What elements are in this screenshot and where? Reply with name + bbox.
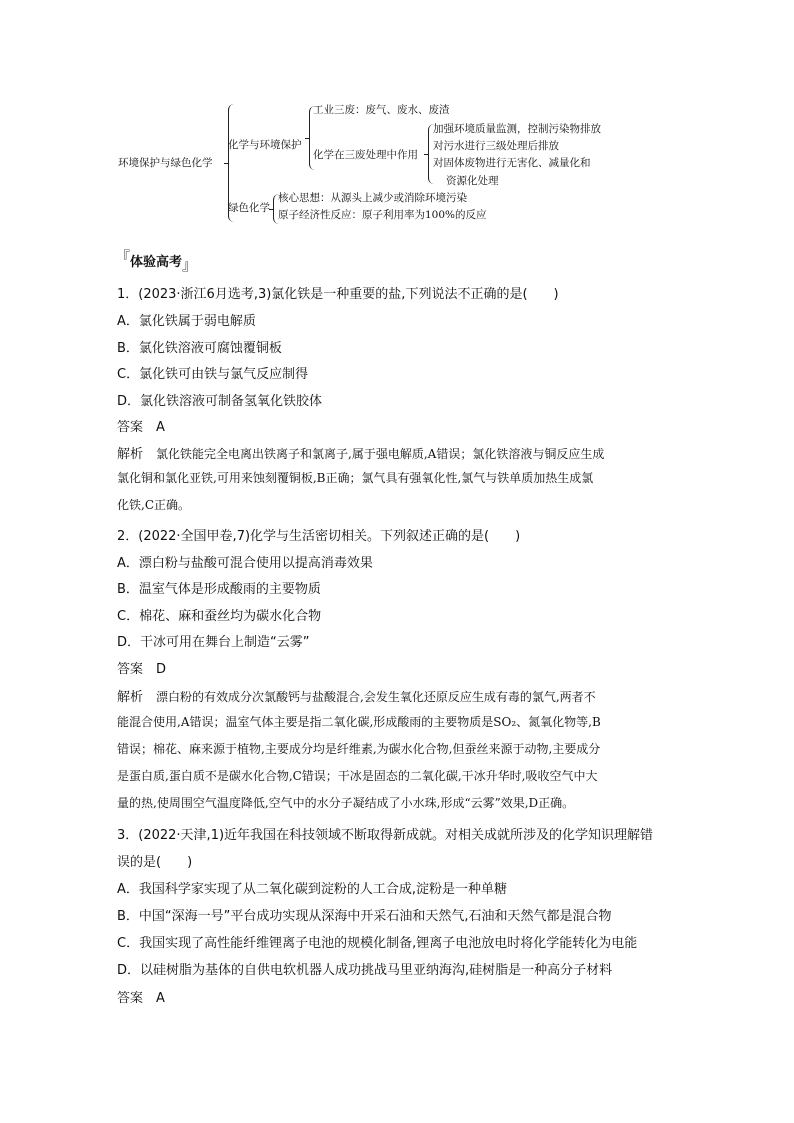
option: A．氯化铁属于弱电解质 [117,314,256,329]
answer-value: D [156,662,167,677]
option: A．漂白粉与盐酸可混合使用以提高消毒效果 [117,556,373,571]
option: C．我国实现了高性能纤维锂离子电池的规模化制备,锂离子电池放电时将化学能转化为电能 [117,936,638,951]
explanation-line: 化铁,C正确。 [117,498,190,512]
answer-label: 答案 [117,420,144,435]
option: B．温室气体是形成酸雨的主要物质 [117,582,321,597]
tree-treatment-item: 加强环境质量监测，控制污染物排放 [433,123,601,135]
answer [117,987,165,1006]
question-stem: 误的是( ) [117,855,193,870]
option: B．氯化铁溶液可腐蚀覆铜板 [117,341,282,356]
explanation-label: 解析 [117,690,144,705]
tree-branch-env: 化学与环境保护 [228,139,302,151]
explanation-line: 量的热,使周围空气温度降低,空气中的水分子凝结成了小水珠,形成“云雾”效果,D正确。 [117,796,575,810]
tree-green-item: 核心思想：从源头上减少或消除环境污染 [278,192,467,204]
explanation-text: 漂白粉的有效成分次氯酸钙与盐酸混合,会发生氧化还原反应生成有毒的氯气,两者不 [156,690,596,704]
option: D．以硅树脂为基体的自供电软机器人成功挑战马里亚纳海沟,硅树脂是一种高分子材料 [117,963,613,978]
option: B．中国“深海一号”平台成功实现从深海中开采石油和天然气,石油和天然气都是混合物 [117,909,612,924]
corner-bracket-icon: 『 [115,248,131,266]
tree-treatment-item: 对污水进行三级处理后排放 [433,140,559,152]
option: C．棉花、麻和蚕丝均为碳水化合物 [117,609,322,624]
answer [117,416,165,435]
tree-branch-green: 绿色化学 [228,202,270,214]
answer-value: A [156,420,165,435]
tree-green-item: 原子经济性反应：原子利用率为100%的反应 [278,209,487,221]
question-stem: 2．(2022·全国甲卷,7)化学与生活密切相关。下列叙述正确的是( ) [117,529,521,544]
tree-treatment-role: 化学在三废处理中作用 [313,149,418,161]
corner-bracket-icon: 』 [182,256,198,274]
option: D．干冰可用在舞台上制造“云雾” [117,635,310,650]
explanation-line: 错误；棉花、麻来源于植物,主要成分均是纤维素,为碳水化合物,但蚕丝来源于动物,主要成分 [117,742,601,756]
tree-treatment-item: 对固体废物进行无害化、减量化和 [433,157,591,169]
explanation-line: 是蛋白质,蛋白质不是碳水化合物,C错误；干冰是固态的二氧化碳,干冰升华时,吸收空气中大 [117,769,598,783]
explanation-line [117,443,604,462]
answer-label: 答案 [117,991,144,1006]
option: D．氯化铁溶液可制备氢氧化铁胶体 [117,394,323,409]
explanation-line: 氯化铜和氯化亚铁,可用来蚀刻覆铜板,B正确；氯气具有强氧化性,氯气与铁单质加热生成氯 [117,471,594,485]
answer-label: 答案 [117,662,144,677]
question-stem: 1．(2023·浙江6月选考,3)氯化铁是一种重要的盐,下列说法不正确的是( ) [117,287,559,302]
explanation-text: 氯化铁能完全电离出铁离子和氯离子,属于强电解质,A错误；氯化铁溶液与铜反应生成 [156,447,605,461]
tree-treatment-item: 资源化处理 [446,175,499,187]
question-stem: 3．(2022·天津,1)近年我国在科技领域不断取得新成就。对相关成就所涉及的化学知识理解错 [117,828,654,843]
tree-root: 环境保护与绿色化学 [118,157,213,169]
option: C．氯化铁可由铁与氯气反应制得 [117,367,309,382]
option: A．我国科学家实现了从二氧化碳到淀粉的人工合成,淀粉是一种单糖 [117,882,508,897]
section-title-text: 体验高考 [130,255,183,270]
section-title [115,248,198,274]
answer [117,658,166,677]
explanation-line [117,686,596,705]
tree-three-wastes: 工业三废：废气、废水、废渣 [313,104,450,116]
explanation-label: 解析 [117,447,144,462]
explanation-line: 能混合使用,A错误；温室气体主要是指二氧化碳,形成酸雨的主要物质是SO₂、氮氧化物等,B [117,715,601,729]
answer-value: A [156,991,165,1006]
